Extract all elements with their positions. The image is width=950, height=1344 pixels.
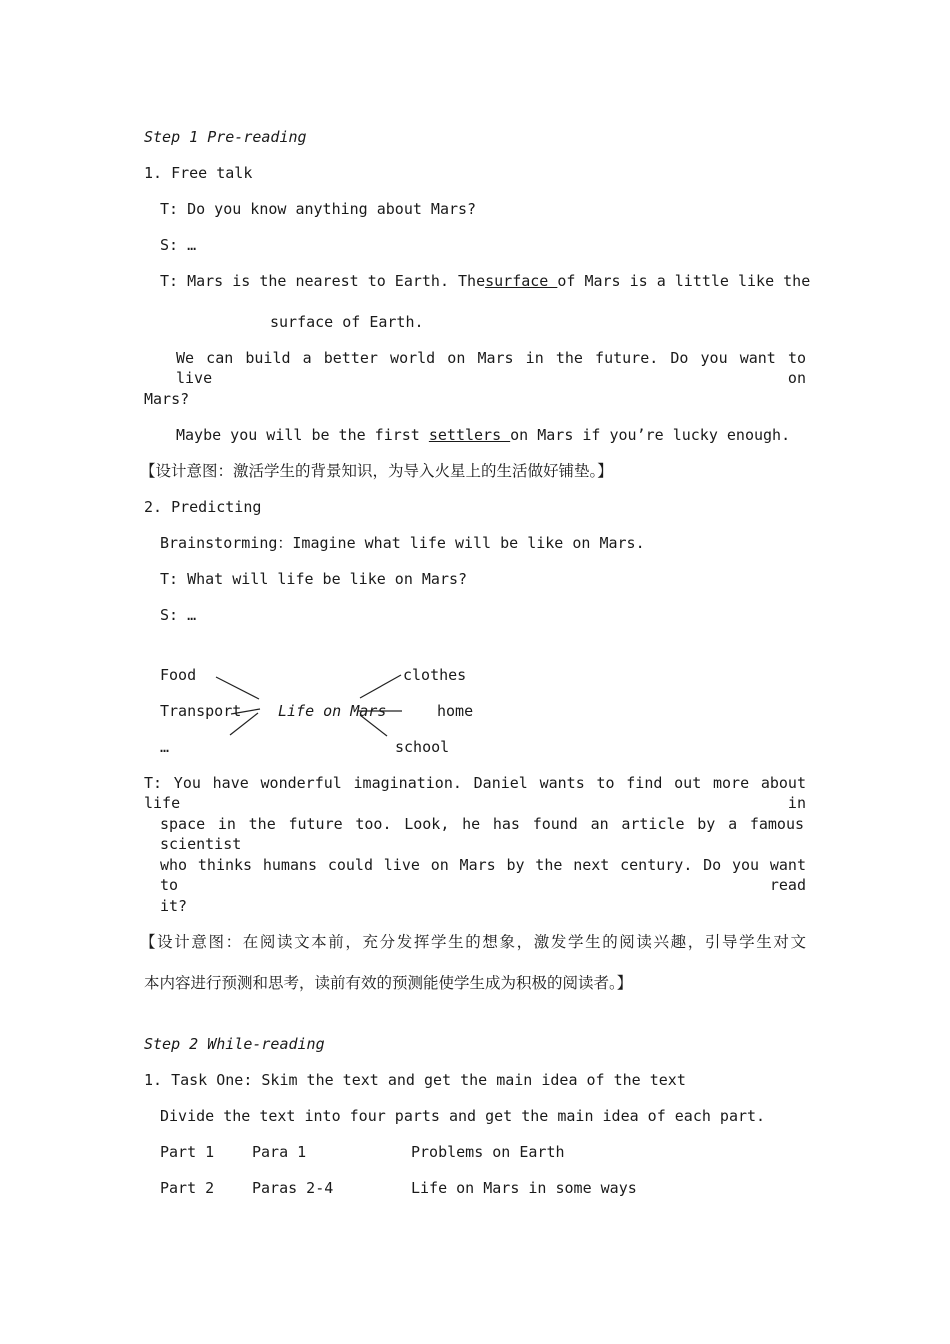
student-line: S: …	[160, 236, 197, 254]
step2-heading: Step 2 While-reading	[144, 1035, 325, 1053]
teacher-line-build: We can build a better world on Mars in the future. Do you want to live on	[176, 349, 806, 387]
t4-part-b: on Mars if you’re lucky enough.	[510, 426, 791, 444]
teacher-line-build-end: Mars?	[144, 390, 190, 408]
teacher-paragraph-line2: space in the future too. Look, he has found an article by a famous scientist	[160, 815, 804, 853]
mind-map-home: home	[437, 702, 474, 720]
mind-map-ellipsis: …	[160, 738, 170, 756]
teacher-paragraph-line4: it?	[160, 897, 188, 915]
paras-label: Para 1	[252, 1143, 307, 1161]
teacher-paragraph-line3: who thinks humans could live on Mars by the next century. Do you want to read	[160, 856, 806, 894]
mind-map-center: Life on Mars	[278, 702, 387, 720]
student-answer: S: …	[160, 606, 197, 624]
step1-heading: Step 1 Pre-reading	[144, 128, 307, 146]
task-one-title: 1. Task One: Skim the text and get the main idea of the text	[144, 1071, 686, 1089]
design-note-2-line1: 【设计意图：在阅读文本前，充分发挥学生的想象，激发学生的阅读兴趣，引导学生对文	[140, 933, 806, 951]
teacher-line-continued: surface of Earth.	[270, 313, 424, 331]
divide-instruction: Divide the text into four parts and get the main idea of each part.	[160, 1107, 766, 1125]
brainstorming-line: Brainstorming：Imagine what life will be like on Mars.	[160, 534, 645, 552]
mind-map-food: Food	[160, 666, 197, 684]
settlers-underlined: settlers	[428, 426, 511, 444]
design-note-1: 【设计意图：激活学生的背景知识，为导入火星上的生活做好铺垫。】	[140, 462, 613, 480]
surface-underlined: surface	[485, 272, 558, 290]
design-note-2-line2: 本内容进行预测和思考，读前有效的预测能使学生成为积极的阅读者。】	[144, 974, 633, 992]
part-label: Part 2	[160, 1179, 215, 1197]
teacher-question: T: What will life be like on Mars?	[160, 570, 468, 588]
t2-part-a: T: Mars is the nearest to Earth. The	[160, 272, 486, 290]
teacher-paragraph-line1: T: You have wonderful imagination. Daniel wants to find out more about life in	[144, 774, 806, 812]
t2-part-b: of Mars is a little like the	[557, 272, 811, 290]
mind-map-clothes: clothes	[403, 666, 467, 684]
mind-map-transport: Transport	[160, 702, 242, 720]
paras-label: Paras 2-4	[252, 1179, 334, 1197]
connector-clothes	[360, 675, 401, 698]
predicting-title: 2. Predicting	[144, 498, 262, 516]
main-idea: Life on Mars in some ways	[411, 1179, 637, 1197]
mind-map-school: school	[395, 738, 450, 756]
teacher-line: T: Do you know anything about Mars?	[160, 200, 477, 218]
free-talk-title: 1. Free talk	[144, 164, 253, 182]
main-idea: Problems on Earth	[411, 1143, 565, 1161]
t4-part-a: Maybe you will be the first	[176, 426, 420, 444]
part-label: Part 1	[160, 1143, 215, 1161]
connector-food	[216, 677, 259, 699]
